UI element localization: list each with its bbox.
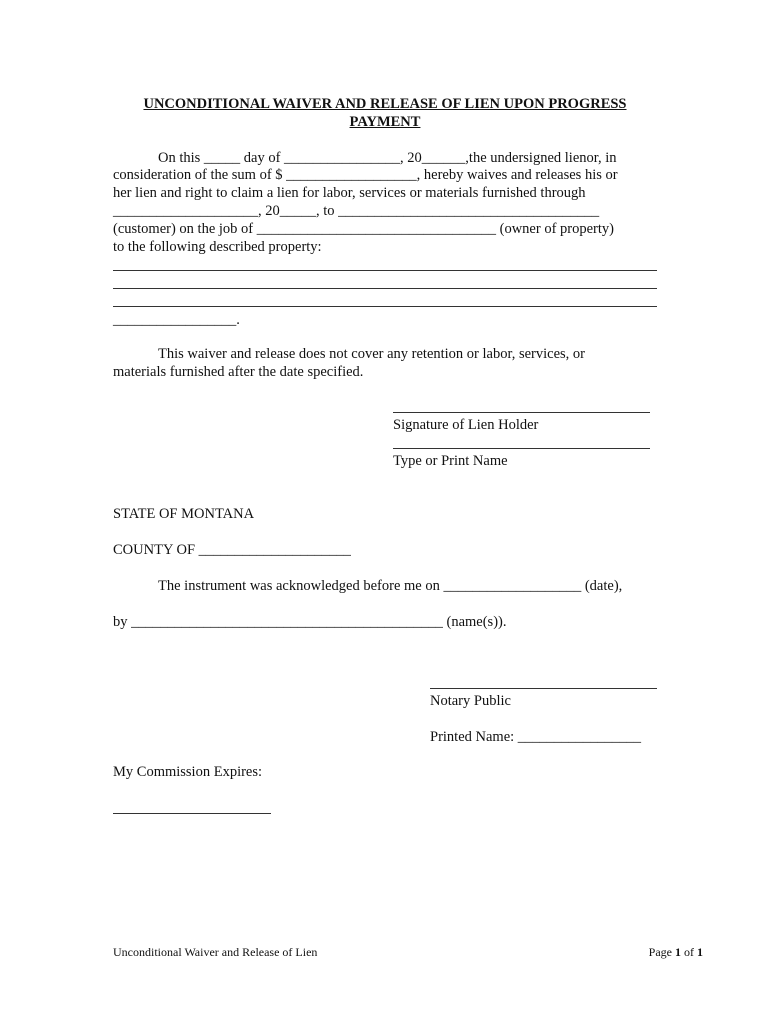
notary-printed-name: Printed Name: _________________ [430, 729, 642, 745]
paragraph2-line2: materials furnished after the date specified. [113, 364, 364, 380]
county-label: COUNTY OF _____________________ [113, 542, 351, 558]
footer-title: Unconditional Waiver and Release of Lien [113, 945, 318, 959]
state-label: STATE OF MONTANA [113, 506, 255, 522]
paragraph1-line1: On this _____ day of ________________, 20______,the undersigned lienor, in [158, 150, 617, 166]
commission-expires-line [113, 813, 271, 814]
acknowledged-by-line: by ___________________________________________ (name(s)). [113, 614, 507, 630]
document-title-line2: PAYMENT [349, 114, 421, 130]
notary-signature-line [430, 688, 657, 689]
document-title-line1: UNCONDITIONAL WAIVER AND RELEASE OF LIEN UPON PROGRESS [143, 96, 627, 112]
print-name-line [393, 448, 650, 449]
property-description-line-1 [113, 270, 657, 271]
footer-page-word: Page [648, 945, 675, 959]
acknowledgment-line: The instrument was acknowledged before me on ___________________ (date), [158, 578, 623, 594]
footer-page-current: 1 [675, 945, 681, 959]
property-description-line-end: _________________. [113, 312, 240, 328]
notary-public-label: Notary Public [430, 693, 511, 709]
footer-page-of: of [681, 945, 697, 959]
paragraph2-line1: This waiver and release does not cover any retention or labor, services, or [158, 346, 586, 362]
property-description-line-2 [113, 288, 657, 289]
paragraph1-line5: (customer) on the job of _________________________________ (owner of property) [113, 221, 614, 237]
footer-page-number [596, 945, 703, 960]
signature-label: Signature of Lien Holder [393, 417, 539, 433]
print-name-label: Type or Print Name [393, 453, 508, 469]
paragraph1-line6: to the following described property: [113, 239, 322, 255]
property-description-line-3 [113, 306, 657, 307]
signature-line [393, 412, 650, 413]
paragraph1-line2: consideration of the sum of $ __________________, hereby waives and releases his or [113, 167, 618, 183]
commission-expires-label: My Commission Expires: [113, 764, 263, 780]
paragraph1-line4: ____________________, 20_____, to ____________________________________ [113, 203, 600, 219]
paragraph1-line3: her lien and right to claim a lien for labor, services or materials furnished through [113, 185, 586, 201]
footer-page-total: 1 [697, 945, 703, 959]
